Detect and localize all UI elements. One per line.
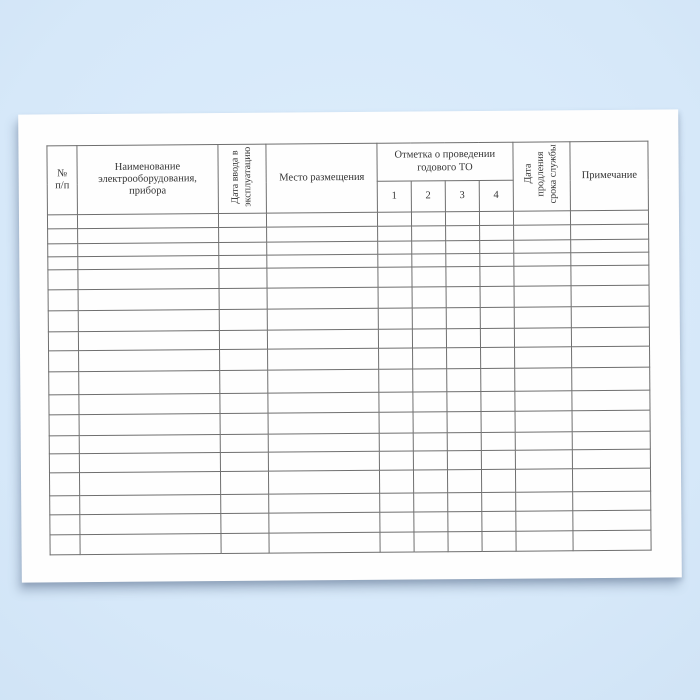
table-cell [413,433,447,451]
table-cell [513,240,571,253]
table-cell [446,287,480,308]
table-cell [515,432,573,450]
table-cell [219,288,268,309]
table-cell [48,270,78,290]
table-cell [49,436,79,454]
table-cell [268,348,379,370]
table-cell [514,328,572,347]
table-cell [78,331,219,351]
table-cell [479,225,513,240]
table-cell [445,212,479,226]
table-cell [47,215,77,229]
table-cell [446,241,480,254]
table-cell [445,226,479,241]
commission-date-vertical-label: Дата ввода в эксплуатацию [229,146,254,207]
table-cell [571,285,649,307]
table-cell [219,309,268,330]
table-cell [572,346,650,368]
table-cell [573,468,651,492]
table-cell [79,453,220,473]
table-cell [218,242,267,255]
document-sheet [18,109,682,582]
table-cell [78,214,219,229]
table-cell [268,308,379,330]
table-cell [480,368,514,391]
table-cell [267,267,378,288]
table-cell [49,351,79,372]
table-cell [448,532,482,552]
table-cell [78,269,219,290]
table-cell [49,372,79,395]
table-cell [49,473,79,496]
table-cell [515,411,573,432]
subcol-header-2: 2 [411,181,445,212]
table-cell [573,431,651,450]
table-cell [377,226,411,241]
table-cell [481,391,515,411]
table-cell [49,415,79,436]
table-cell [514,307,572,328]
table-cell [50,515,80,535]
table-cell [482,511,516,531]
subcol-header-4: 4 [479,181,513,212]
table-cell [49,454,79,473]
table-cell [480,286,514,307]
table-cell [219,370,268,393]
table-cell [572,390,650,411]
table-cell [380,512,414,532]
table-cell [448,512,482,532]
table-cell [48,290,78,311]
table-cell [571,224,649,240]
table-cell [411,212,445,226]
table-cell [267,226,378,242]
table-cell [218,213,267,227]
table-cell [573,449,651,469]
table-cell [269,493,380,513]
table-cell [78,228,219,244]
col-header-location: Место размещения [266,143,377,213]
table-cell [50,496,80,515]
table-cell [267,254,378,268]
table-cell [379,470,413,493]
table-cell [378,267,412,287]
table-cell [480,266,514,286]
table-cell [48,244,78,257]
table-cell [481,411,515,432]
table-cell [218,227,267,242]
table-cell [480,253,514,266]
table-cell [514,266,572,286]
table-cell [412,254,446,267]
table-cell [80,495,221,515]
table-cell [378,254,412,267]
table-cell [481,469,515,492]
table-cell [480,347,514,368]
table-cell [515,391,573,411]
col-header-num: № п/п [47,146,78,215]
table-cell [481,492,515,511]
table-cell [447,433,481,451]
table-cell [572,367,650,391]
table-cell [267,287,378,309]
table-cell [411,226,445,241]
table-cell [79,414,220,436]
table-cell [514,368,572,391]
table-cell [378,287,412,308]
table-cell [268,412,379,434]
table-cell [413,451,447,470]
table-cell [79,371,220,395]
table-cell [513,211,571,225]
table-cell [481,432,515,450]
table-cell [48,229,78,244]
equipment-log-table [46,141,651,556]
table-cell [78,310,219,332]
table-cell [413,412,447,433]
table-header [47,141,649,215]
header-row-top [47,141,648,184]
table-cell [48,257,78,270]
table-cell [220,452,269,471]
table-cell [514,286,572,307]
table-cell [479,211,513,225]
table-cell [379,433,413,451]
table-cell [269,451,380,471]
table-cell [268,329,379,349]
table-cell [481,450,515,469]
table-cell [413,369,447,392]
table-cell [447,470,481,493]
col-group-header-annual-maintenance: Отметка о проведении годового ТО [377,142,513,181]
table-cell [446,254,480,267]
table-cell [48,311,78,332]
table-cell [49,395,79,415]
table-cell [219,349,268,370]
table-cell [573,510,651,531]
col-header-equipment-name: Наименование электрооборудования, прибора [77,145,218,215]
table-cell [377,212,411,226]
table-cell [268,369,379,393]
table-cell [79,435,220,454]
table-cell [515,469,573,492]
table-cell [78,243,219,257]
table-cell [50,535,80,555]
table-cell [220,471,269,494]
table-cell [412,287,446,308]
extension-date-vertical-label: Дата продления срока службы [522,144,560,204]
table-cell [413,470,447,493]
table-cell [515,492,573,511]
table-cell [380,493,414,512]
table-cell [572,410,650,432]
table-cell [480,307,514,328]
table-cell [80,472,221,496]
table-cell [515,450,573,469]
table-cell [48,332,78,351]
table-cell [446,348,480,369]
table-cell [412,308,446,329]
table-cell [379,412,413,433]
table-cell [220,413,269,434]
table-cell [220,513,269,533]
table-cell [79,350,220,372]
table-cell [221,533,270,553]
table-cell [482,531,516,551]
table-cell [447,392,481,412]
table-cell [516,531,574,551]
table-cell [447,493,481,512]
table-cell [78,256,219,270]
table-cell [573,491,651,511]
table-cell [571,252,649,266]
col-header-commission-date [218,144,267,214]
table-cell [572,306,650,328]
table-cell [412,267,446,287]
table-cell [479,240,513,253]
table-cell [446,267,480,287]
col-header-extension-date [513,142,571,212]
table-cell [447,451,481,470]
table-cell [447,412,481,433]
table-cell [218,255,267,268]
table-cell [220,494,269,513]
table-cell [414,532,448,552]
table-cell [378,329,412,348]
table-cell [378,241,412,254]
table-cell [412,241,446,254]
table-cell [446,308,480,329]
table-cell [220,393,269,413]
table-cell [572,327,650,347]
table-cell [80,534,221,555]
table-cell [267,212,378,227]
table-cell [514,347,572,368]
table-cell [267,241,378,255]
table-cell [516,511,574,531]
table-row [50,530,651,555]
table-cell [378,308,412,329]
table-cell [269,532,380,553]
table-cell [571,265,649,286]
table-cell [269,433,380,452]
table-cell [268,392,379,413]
table-cell [269,512,380,533]
table-cell [414,493,448,512]
table-cell [379,392,413,412]
table-cell [514,253,572,266]
table-cell [447,369,481,392]
col-header-note: Примечание [570,141,648,211]
table-cell [571,239,649,253]
subcol-header-3: 3 [445,181,479,212]
table-cell [480,328,514,347]
table-cell [219,330,268,349]
table-cell [380,532,414,552]
table-cell [379,451,413,470]
table-cell [573,530,651,551]
table-body [47,210,651,555]
table-cell [79,394,220,415]
table-cell [379,369,413,392]
table-cell [412,329,446,348]
table-cell [571,210,649,225]
table-cell [220,434,269,452]
table-cell [513,225,571,240]
table-cell [412,348,446,369]
table-cell [414,512,448,532]
table-cell [80,514,221,535]
subcol-header-1: 1 [377,181,411,212]
table-cell [78,289,219,311]
table-cell [446,329,480,348]
table-cell [378,348,412,369]
table-cell [413,392,447,412]
table-cell [219,268,268,288]
table-cell [269,470,380,494]
